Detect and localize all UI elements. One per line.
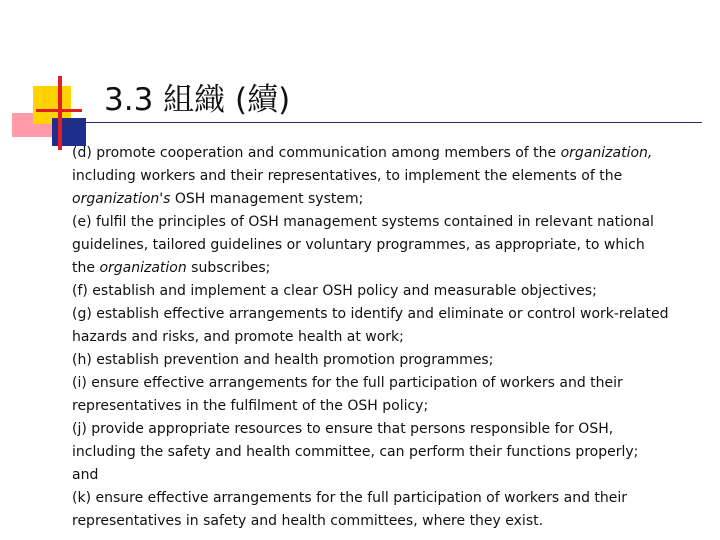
text-segment: and xyxy=(72,467,99,483)
body-text-line xyxy=(72,234,702,257)
body-text-line xyxy=(72,142,702,165)
decorative-red-vertical-line xyxy=(58,76,62,150)
text-segment: (d) promote cooperation and communication among members of the xyxy=(72,145,561,161)
text-segment: (j) provide appropriate resources to ensure that persons responsible for OSH, xyxy=(72,421,614,437)
text-segment: guidelines, tailored guidelines or voluntary programmes, as appropriate, to which xyxy=(72,237,645,253)
body-text-line xyxy=(72,441,702,464)
text-segment: OSH management system; xyxy=(170,191,364,207)
body-text-line xyxy=(72,395,702,418)
body-text-line xyxy=(72,188,702,211)
text-segment: representatives in the fulfilment of the OSH policy; xyxy=(72,398,429,414)
text-segment: the xyxy=(72,260,100,276)
text-segment: representatives in safety and health committees, where they exist. xyxy=(72,513,544,529)
text-segment: including the safety and health committee, can perform their functions properly; xyxy=(72,444,639,460)
text-segment: (h) establish prevention and health promotion programmes; xyxy=(72,352,494,368)
body-text-line xyxy=(72,326,702,349)
text-segment: hazards and risks, and promote health at work; xyxy=(72,329,404,345)
slide-body-text xyxy=(72,142,702,533)
text-segment: including workers and their representatives, to implement the elements of the xyxy=(72,168,623,184)
text-segment: (e) fulfil the principles of OSH management systems contained in relevant national xyxy=(72,214,654,230)
emphasized-text: organization xyxy=(99,260,187,276)
decorative-red-horizontal-line xyxy=(36,109,82,112)
text-segment: (k) ensure effective arrangements for the full participation of workers and their xyxy=(72,490,628,506)
body-text-line xyxy=(72,418,702,441)
emphasized-text: organization's xyxy=(72,191,171,207)
body-text-line xyxy=(72,464,702,487)
body-text-line xyxy=(72,349,702,372)
text-segment: (i) ensure effective arrangements for the full participation of workers and their xyxy=(72,375,623,391)
emphasized-text: organization, xyxy=(560,145,653,161)
body-text-line xyxy=(72,303,702,326)
body-text-line xyxy=(72,372,702,395)
body-text-line xyxy=(72,280,702,303)
text-segment: (g) establish effective arrangements to identify and eliminate or control work-related xyxy=(72,306,669,322)
body-text-line xyxy=(72,257,702,280)
text-segment: subscribes; xyxy=(186,260,271,276)
body-text-line xyxy=(72,165,702,188)
body-text-line xyxy=(72,211,702,234)
slide-title: 3.3 組織 (續) xyxy=(104,82,291,118)
text-segment: (f) establish and implement a clear OSH policy and measurable objectives; xyxy=(72,283,597,299)
title-underline-rule xyxy=(62,122,702,123)
body-text-line xyxy=(72,487,702,510)
body-text-line xyxy=(72,510,702,533)
